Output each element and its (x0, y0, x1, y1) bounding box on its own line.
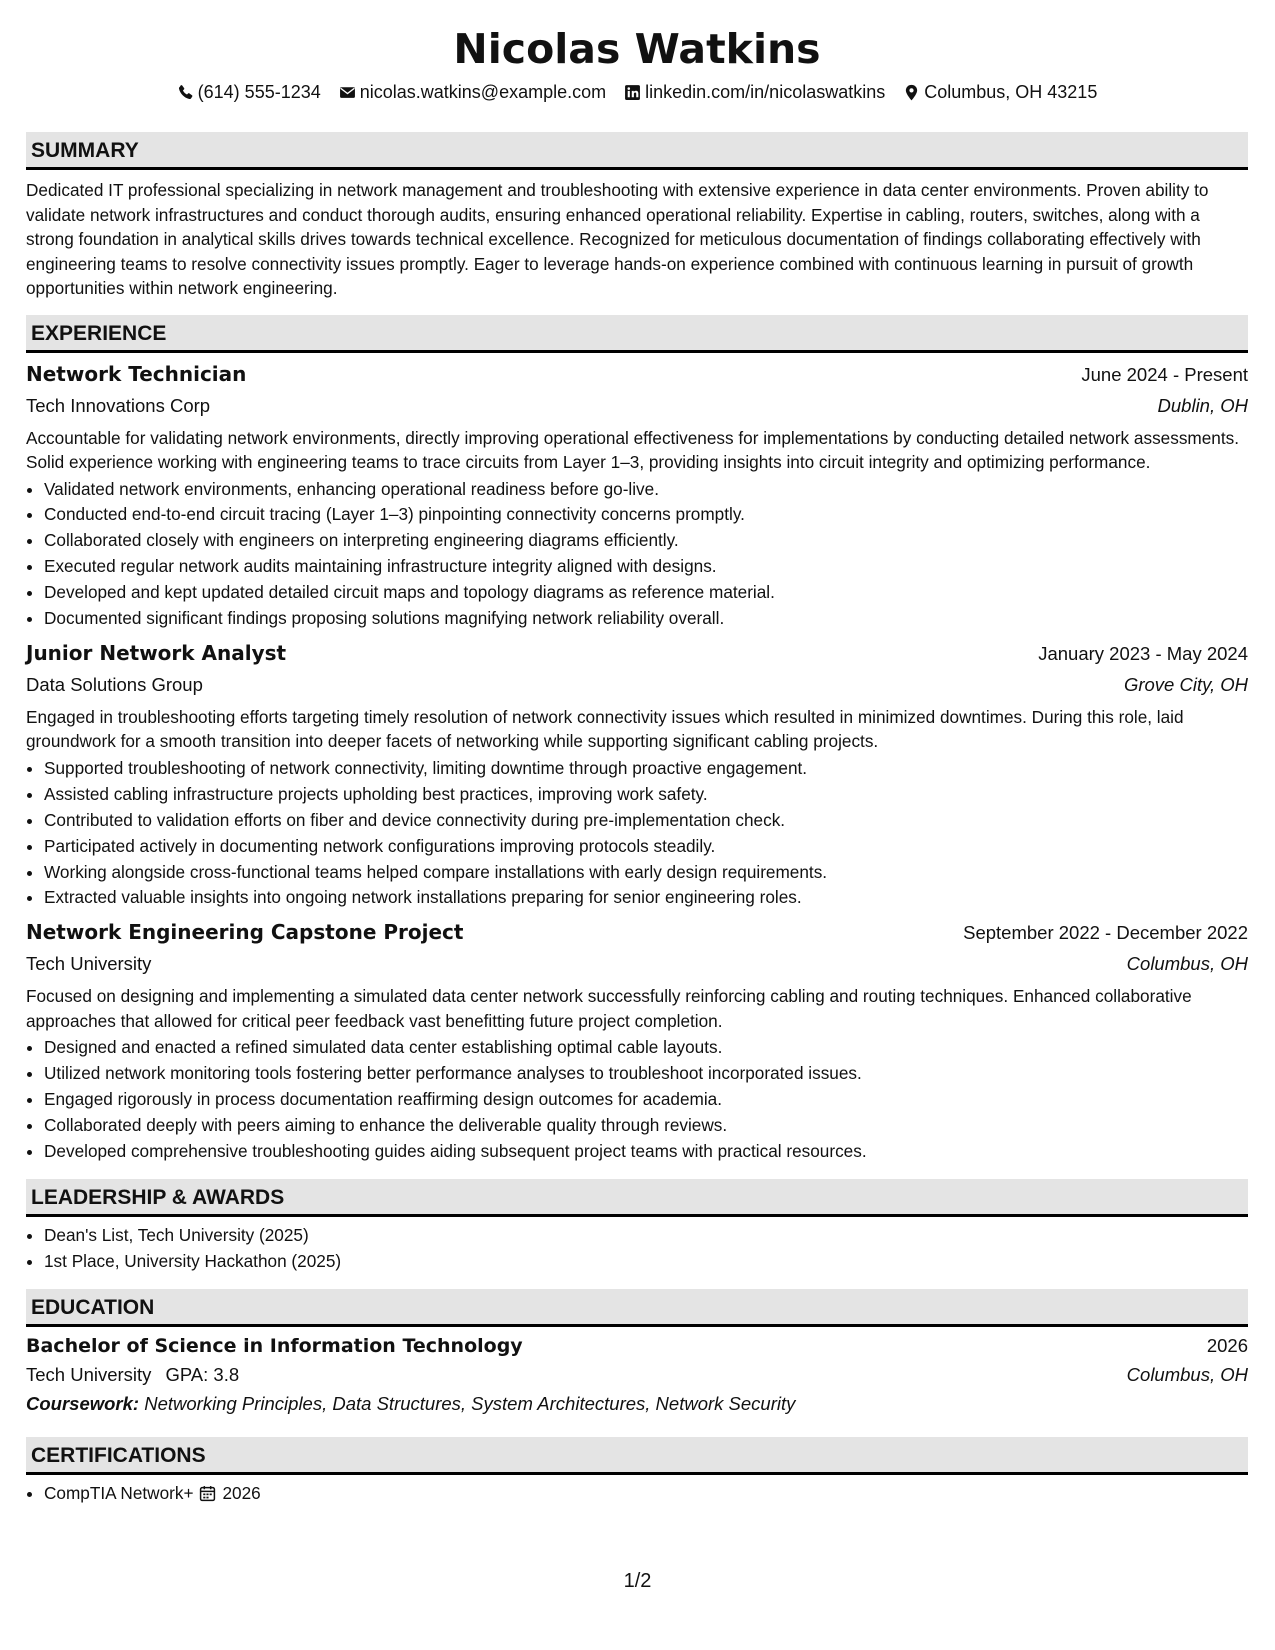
map-pin-icon (903, 84, 920, 101)
job-bullets (26, 477, 1248, 632)
linkedin-link[interactable]: linkedin.com/in/nicolaswatkins (645, 82, 886, 102)
job-description: Focused on designing and implementing a simulated data center network successfully reinforcing cabling and routing techniques. Enhanced collaborative approaches that allowed for critical peer feedback vast benefitting future project completion. (26, 986, 1192, 1031)
contact-bar (26, 80, 1248, 104)
awards-list (26, 1223, 1248, 1275)
job-dates: September 2022 - December 2022 (963, 922, 1248, 944)
education-subheader (26, 1361, 1248, 1389)
phone-icon (177, 84, 194, 101)
job-dates: January 2023 - May 2024 (1038, 642, 1248, 664)
contact-phone (177, 80, 321, 104)
coursework (26, 1389, 1248, 1419)
coursework-label: Coursework: (26, 1392, 140, 1414)
graduation-year: 2026 (1206, 1334, 1248, 1356)
list-item: • Utilized network monitoring tools fostering better performance analyses to troubleshoot incorporated issues. (44, 1061, 1248, 1087)
contact-linkedin[interactable] (624, 80, 885, 104)
section-certifications (26, 1437, 1248, 1507)
coursework-list: Networking Principles, Data Structures, System Architectures, Network Security (144, 1392, 796, 1414)
location-text: Columbus, OH 43215 (924, 82, 1098, 102)
job-location: Dublin, OH (1157, 394, 1248, 416)
contact-location (903, 80, 1097, 104)
list-item: • Developed and kept updated detailed circuit maps and topology diagrams as reference material. (44, 580, 1248, 606)
school-location: Columbus, OH (1126, 1363, 1248, 1385)
calendar-icon (199, 1485, 216, 1502)
job-entry (26, 359, 1248, 632)
certification-name: • CompTIA Network+ (44, 1482, 194, 1503)
contact-email[interactable] (339, 80, 606, 104)
section-header-education: EDUCATION (26, 1289, 1248, 1327)
job-bullets (26, 756, 1248, 911)
job-title: Junior Network Analyst (26, 640, 287, 665)
education-header (26, 1331, 1248, 1361)
list-item: • Participated actively in documenting network configurations improving protocols steadily. (44, 834, 1248, 860)
job-title: Network Engineering Capstone Project (26, 920, 464, 945)
linkedin-icon (624, 84, 641, 101)
list-item: • Contributed to validation efforts on fiber and device connectivity during pre-implementation check. (44, 808, 1248, 834)
resume-page (26, 0, 1248, 1507)
list-item: • Executed regular network audits maintaining infrastructure integrity aligned with designs. (44, 554, 1248, 580)
list-item: • Validated network environments, enhancing operational readiness before go-live. (44, 477, 1248, 503)
job-header (26, 359, 1248, 390)
envelope-icon (339, 84, 356, 101)
section-header-certifications: CERTIFICATIONS (26, 1437, 1248, 1475)
summary-text: Dedicated IT professional specializing in network management and troubleshooting with extensive experience in data center environments. Proven ability to validate network infrastructures and conduct thorough audits, ensuring enhanced operational reliability. Expertise in cabling, routers, switches, along with a strong foundation in analytical skills drives towards technical excellence. Recognized for meticulous documentation of findings collaborating effectively with engineering teams to resolve connectivity issues promptly. Eager to leverage hands-on experience combined with continuous learning in pursuit of growth opportunities within network engineering. (26, 180, 1209, 298)
section-header-experience: EXPERIENCE (26, 315, 1248, 353)
email-link[interactable]: nicolas.watkins@example.com (359, 82, 607, 102)
job-dates: June 2024 - Present (1081, 363, 1248, 385)
list-item: • Designed and enacted a refined simulated data center establishing optimal cable layouts. (44, 1035, 1248, 1061)
job-organization: Tech University (26, 953, 152, 975)
job-organization: Data Solutions Group (26, 673, 203, 695)
certification-line (44, 1481, 261, 1507)
degree-title: Bachelor of Science in Information Technology (26, 1334, 523, 1357)
section-header-summary: SUMMARY (26, 132, 1248, 170)
list-item: • Dean's List, Tech University (2025) (44, 1223, 1248, 1249)
section-awards (26, 1179, 1248, 1275)
list-item: • Supported troubleshooting of network connectivity, limiting downtime through proactive engagement. (44, 756, 1248, 782)
list-item: • Conducted end-to-end circuit tracing (Layer 1–3) pinpointing connectivity concerns promptly. (44, 502, 1248, 528)
job-subheader (26, 948, 1248, 980)
list-item: • Developed comprehensive troubleshooting guides aiding subsequent project teams with practical resources. (44, 1139, 1248, 1165)
job-subheader (26, 669, 1248, 701)
page-number: 1/2 (623, 1570, 652, 1592)
list-item: • Assisted cabling infrastructure projects upholding best practices, improving work safety. (44, 782, 1248, 808)
list-item: • Extracted valuable insights into ongoing network installations preparing for senior engineering roles. (44, 885, 1248, 911)
job-header (26, 917, 1248, 948)
list-item (44, 1481, 1248, 1507)
certifications-list (26, 1481, 1248, 1507)
job-entry (26, 917, 1248, 1165)
gpa: GPA: 3.8 (165, 1363, 240, 1385)
job-organization: Tech Innovations Corp (26, 394, 211, 416)
list-item: • 1st Place, University Hackathon (2025) (44, 1249, 1248, 1275)
school-block (26, 1361, 239, 1389)
list-item: • Collaborated closely with engineers on interpreting engineering diagrams efficiently. (44, 528, 1248, 554)
list-item: • Engaged rigorously in process documentation reaffirming design outcomes for academia. (44, 1087, 1248, 1113)
job-bullets (26, 1035, 1248, 1165)
job-subheader (26, 390, 1248, 422)
section-experience (26, 315, 1248, 1165)
list-item: • Collaborated deeply with peers aiming to enhance the deliverable quality through reviews. (44, 1113, 1248, 1139)
candidate-name: Nicolas Watkins (453, 25, 821, 73)
certification-year: 2026 (222, 1482, 261, 1503)
job-location: Grove City, OH (1123, 673, 1248, 695)
list-item: • Working alongside cross-functional teams helped compare installations with early design requirements. (44, 860, 1248, 886)
job-location: Columbus, OH (1126, 953, 1248, 975)
job-description: Engaged in troubleshooting efforts targeting timely resolution of network connectivity issues which resulted in minimized downtimes. During this role, laid groundwork for a smooth transition into deeper facets of networking while supporting significant cabling projects. (26, 706, 1184, 752)
phone-number: (614) 555-1234 (197, 82, 321, 102)
job-title: Network Technician (26, 361, 247, 386)
job-header (26, 638, 1248, 669)
school-name: Tech University (26, 1363, 152, 1385)
job-description: Accountable for validating network environments, directly improving operational effectiveness for implementations by conducting detailed network assessments. Solid experience working with engineering teams to trace circuits from Layer 1–3, providing insights into circuit integrity and optimizing performance. (26, 427, 1239, 472)
section-header-awards: LEADERSHIP & AWARDS (26, 1179, 1248, 1217)
job-entry (26, 638, 1248, 911)
list-item: • Documented significant findings proposing solutions magnifying network reliability overall. (44, 606, 1248, 632)
section-education (26, 1289, 1248, 1419)
